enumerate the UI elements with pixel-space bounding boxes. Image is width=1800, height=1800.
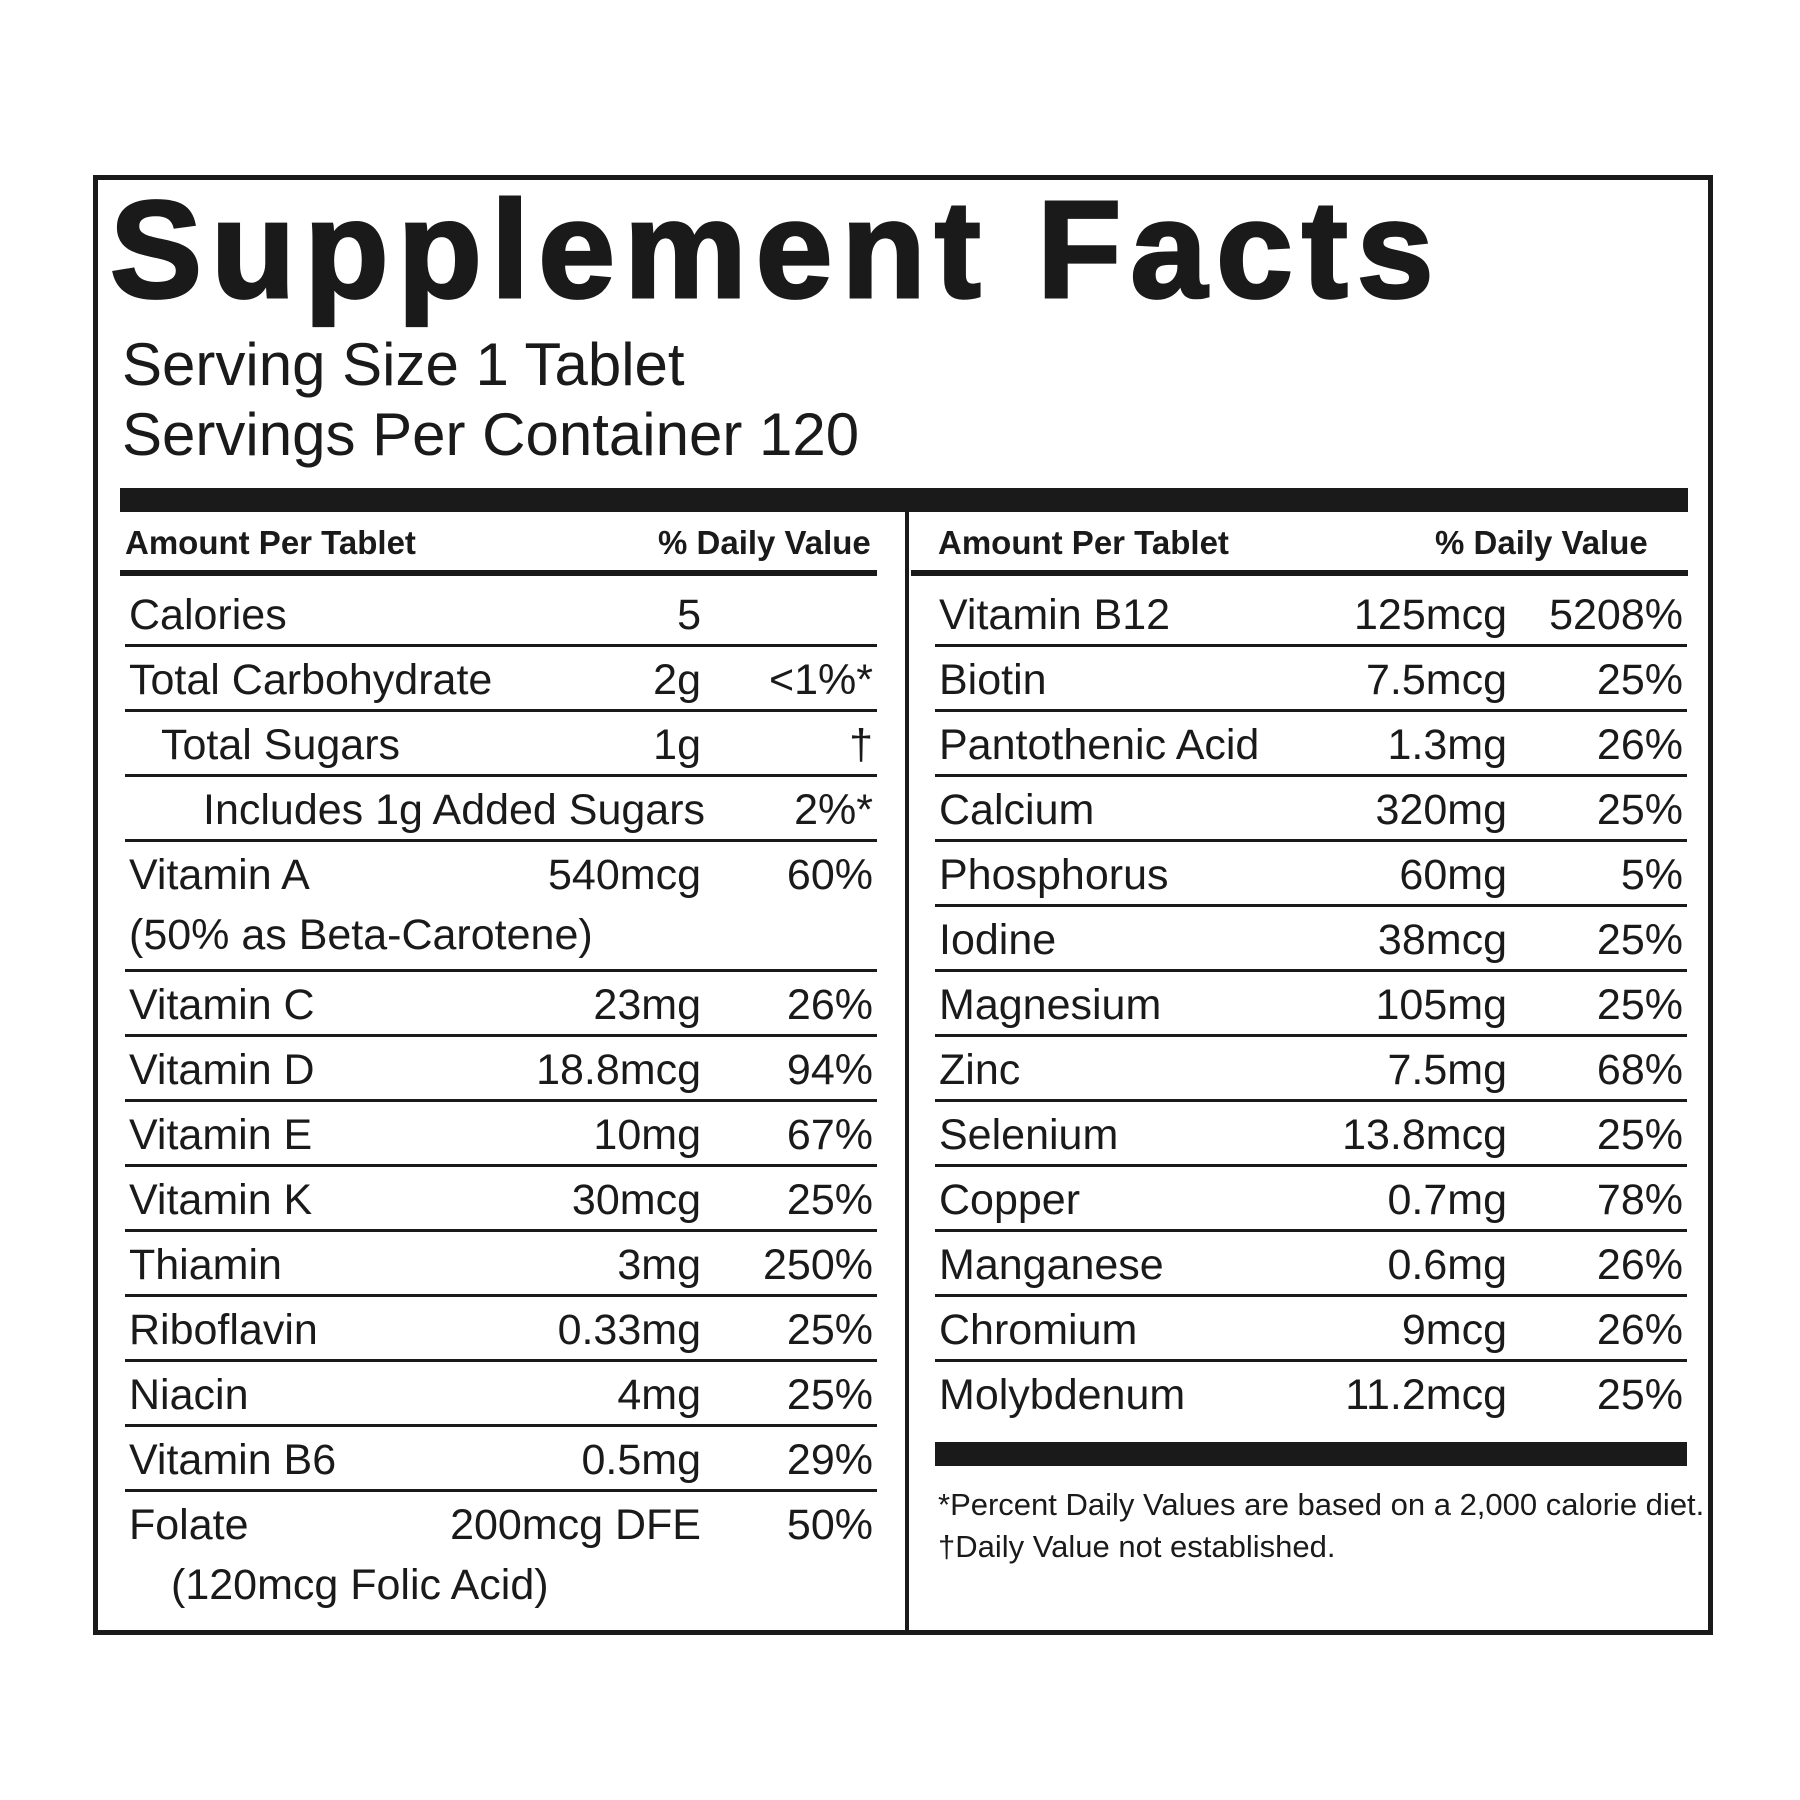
nutrient-amount: 23mg [593, 981, 701, 1029]
nutrient-daily-value: 25% [786, 1306, 873, 1354]
nutrient-daily-value: 26% [1596, 721, 1683, 769]
nutrient-name: Total Carbohydrate [129, 656, 493, 704]
nutrient-row [125, 1297, 877, 1362]
right-header-dv: % Daily Value [1435, 524, 1648, 561]
footnote-divider-bar [935, 1442, 1687, 1466]
nutrient-name: Molybdenum [939, 1371, 1186, 1419]
nutrient-row [935, 647, 1687, 712]
nutrient-note: (120mcg Folic Acid) [171, 1561, 549, 1609]
nutrient-amount: 9mcg [1401, 1306, 1507, 1354]
nutrient-name: Manganese [939, 1241, 1164, 1289]
nutrient-row [935, 907, 1687, 972]
nutrient-name: Riboflavin [129, 1306, 318, 1354]
nutrient-daily-value: 26% [1596, 1241, 1683, 1289]
nutrient-amount: 30mcg [571, 1176, 701, 1224]
nutrient-row [935, 842, 1687, 907]
nutrient-amount: 18.8mcg [536, 1046, 701, 1094]
nutrient-daily-value: 68% [1596, 1046, 1683, 1094]
nutrient-amount: 4mg [617, 1371, 701, 1419]
nutrient-name: Iodine [939, 916, 1057, 964]
nutrient-daily-value: 94% [786, 1046, 873, 1094]
footnote-not-established: †Daily Value not established. [938, 1529, 1336, 1564]
nutrient-name: Phosphorus [939, 851, 1169, 899]
nutrient-row [125, 1362, 877, 1427]
nutrient-daily-value: 26% [1596, 1306, 1683, 1354]
footnote-percent-daily-value: *Percent Daily Values are based on a 2,000 calorie diet. [938, 1487, 1705, 1522]
nutrient-name: Chromium [939, 1306, 1138, 1354]
nutrient-name: Includes 1g Added Sugars [203, 786, 706, 834]
nutrient-name: Selenium [939, 1111, 1119, 1159]
nutrient-name: Pantothenic Acid [939, 721, 1260, 769]
nutrient-amount: 60mg [1399, 851, 1507, 899]
nutrient-name: Magnesium [939, 981, 1162, 1029]
nutrient-daily-value: 5208% [1549, 591, 1683, 639]
nutrient-daily-value: 25% [1596, 1111, 1683, 1159]
nutrient-amount: 540mcg [548, 851, 701, 899]
nutrient-amount: 0.5mg [581, 1436, 701, 1484]
nutrient-daily-value: 25% [786, 1371, 873, 1419]
nutrient-name: Biotin [939, 656, 1047, 704]
nutrient-row [935, 712, 1687, 777]
nutrient-daily-value: 2%* [794, 786, 873, 834]
nutrient-row [935, 972, 1687, 1037]
nutrient-row [935, 1102, 1687, 1167]
nutrient-row [125, 582, 877, 647]
nutrient-row [125, 712, 877, 777]
nutrient-row [125, 842, 877, 972]
nutrient-amount: 10mg [593, 1111, 701, 1159]
nutrient-daily-value: 25% [1596, 786, 1683, 834]
nutrient-daily-value: 25% [1596, 656, 1683, 704]
nutrient-row [125, 1427, 877, 1492]
nutrient-daily-value: 250% [763, 1241, 873, 1289]
nutrient-amount: 0.6mg [1387, 1241, 1507, 1289]
nutrient-row [125, 647, 877, 712]
nutrient-amount: 7.5mcg [1365, 656, 1507, 704]
nutrient-amount: 3mg [617, 1241, 701, 1289]
nutrient-row [935, 777, 1687, 842]
servings-per-container: Servings Per Container 120 [122, 401, 860, 468]
left-header-amount: Amount Per Tablet [125, 524, 416, 561]
nutrient-row [125, 777, 877, 842]
nutrient-name: Thiamin [129, 1241, 282, 1289]
nutrient-daily-value: 25% [1596, 981, 1683, 1029]
column-divider [905, 512, 909, 1632]
nutrient-amount: 2g [653, 656, 701, 704]
nutrient-amount: 1.3mg [1387, 721, 1507, 769]
nutrient-row [125, 1102, 877, 1167]
right-header-amount: Amount Per Tablet [938, 524, 1229, 561]
nutrient-name: Vitamin A [129, 851, 310, 899]
nutrient-note: (50% as Beta-Carotene) [129, 911, 593, 959]
nutrient-row [125, 1492, 877, 1622]
nutrient-daily-value: † [849, 721, 873, 769]
nutrient-amount: 105mg [1375, 981, 1507, 1029]
nutrient-daily-value: 29% [786, 1436, 873, 1484]
nutrient-daily-value: 78% [1596, 1176, 1683, 1224]
nutrient-daily-value: 67% [786, 1111, 873, 1159]
nutrient-amount: 320mg [1375, 786, 1507, 834]
nutrient-row [935, 1232, 1687, 1297]
nutrient-name: Niacin [129, 1371, 249, 1419]
nutrient-name: Vitamin K [129, 1176, 313, 1224]
header-divider-bar [120, 488, 1688, 512]
nutrient-row [125, 972, 877, 1037]
right-nutrient-list [935, 582, 1687, 1427]
nutrient-daily-value: 50% [786, 1501, 873, 1549]
nutrient-name: Calories [129, 591, 287, 639]
nutrient-amount: 11.2mcg [1345, 1371, 1507, 1419]
nutrient-name: Vitamin E [129, 1111, 313, 1159]
nutrient-amount: 200mcg DFE [450, 1501, 701, 1549]
panel-title: Supplement Facts [110, 173, 1443, 327]
nutrient-daily-value: 25% [1596, 916, 1683, 964]
nutrient-daily-value: 25% [1596, 1371, 1683, 1419]
nutrient-row [125, 1037, 877, 1102]
nutrient-daily-value: <1%* [769, 656, 873, 704]
right-header-rule [911, 570, 1688, 576]
nutrient-row [935, 1362, 1687, 1427]
nutrient-amount: 1g [653, 721, 701, 769]
left-header-rule [120, 570, 877, 576]
nutrient-name: Total Sugars [161, 721, 401, 769]
nutrient-name: Zinc [939, 1046, 1021, 1094]
nutrient-row [935, 1167, 1687, 1232]
nutrient-name: Vitamin B6 [129, 1436, 337, 1484]
nutrient-daily-value: 60% [786, 851, 873, 899]
nutrient-row [125, 1232, 877, 1297]
nutrient-row [935, 1297, 1687, 1362]
left-nutrient-list [125, 582, 877, 1622]
nutrient-name: Vitamin B12 [939, 591, 1171, 639]
nutrient-name: Folate [129, 1501, 249, 1549]
nutrient-amount: 13.8mcg [1342, 1111, 1507, 1159]
nutrient-daily-value: 26% [786, 981, 873, 1029]
nutrient-amount: 38mcg [1377, 916, 1507, 964]
nutrient-name: Vitamin D [129, 1046, 315, 1094]
left-header-dv: % Daily Value [658, 524, 871, 561]
nutrient-row [935, 1037, 1687, 1102]
serving-size: Serving Size 1 Tablet [122, 331, 685, 398]
nutrient-amount: 0.7mg [1387, 1176, 1507, 1224]
nutrient-amount: 5 [677, 591, 701, 639]
nutrient-daily-value: 5% [1620, 851, 1683, 899]
nutrient-amount: 125mcg [1354, 591, 1507, 639]
nutrient-name: Vitamin C [129, 981, 315, 1029]
nutrient-amount: 0.33mg [557, 1306, 701, 1354]
nutrient-daily-value: 25% [786, 1176, 873, 1224]
nutrient-row [935, 582, 1687, 647]
nutrient-name: Copper [939, 1176, 1081, 1224]
nutrient-row [125, 1167, 877, 1232]
nutrient-name: Calcium [939, 786, 1095, 834]
nutrient-amount: 7.5mg [1387, 1046, 1507, 1094]
